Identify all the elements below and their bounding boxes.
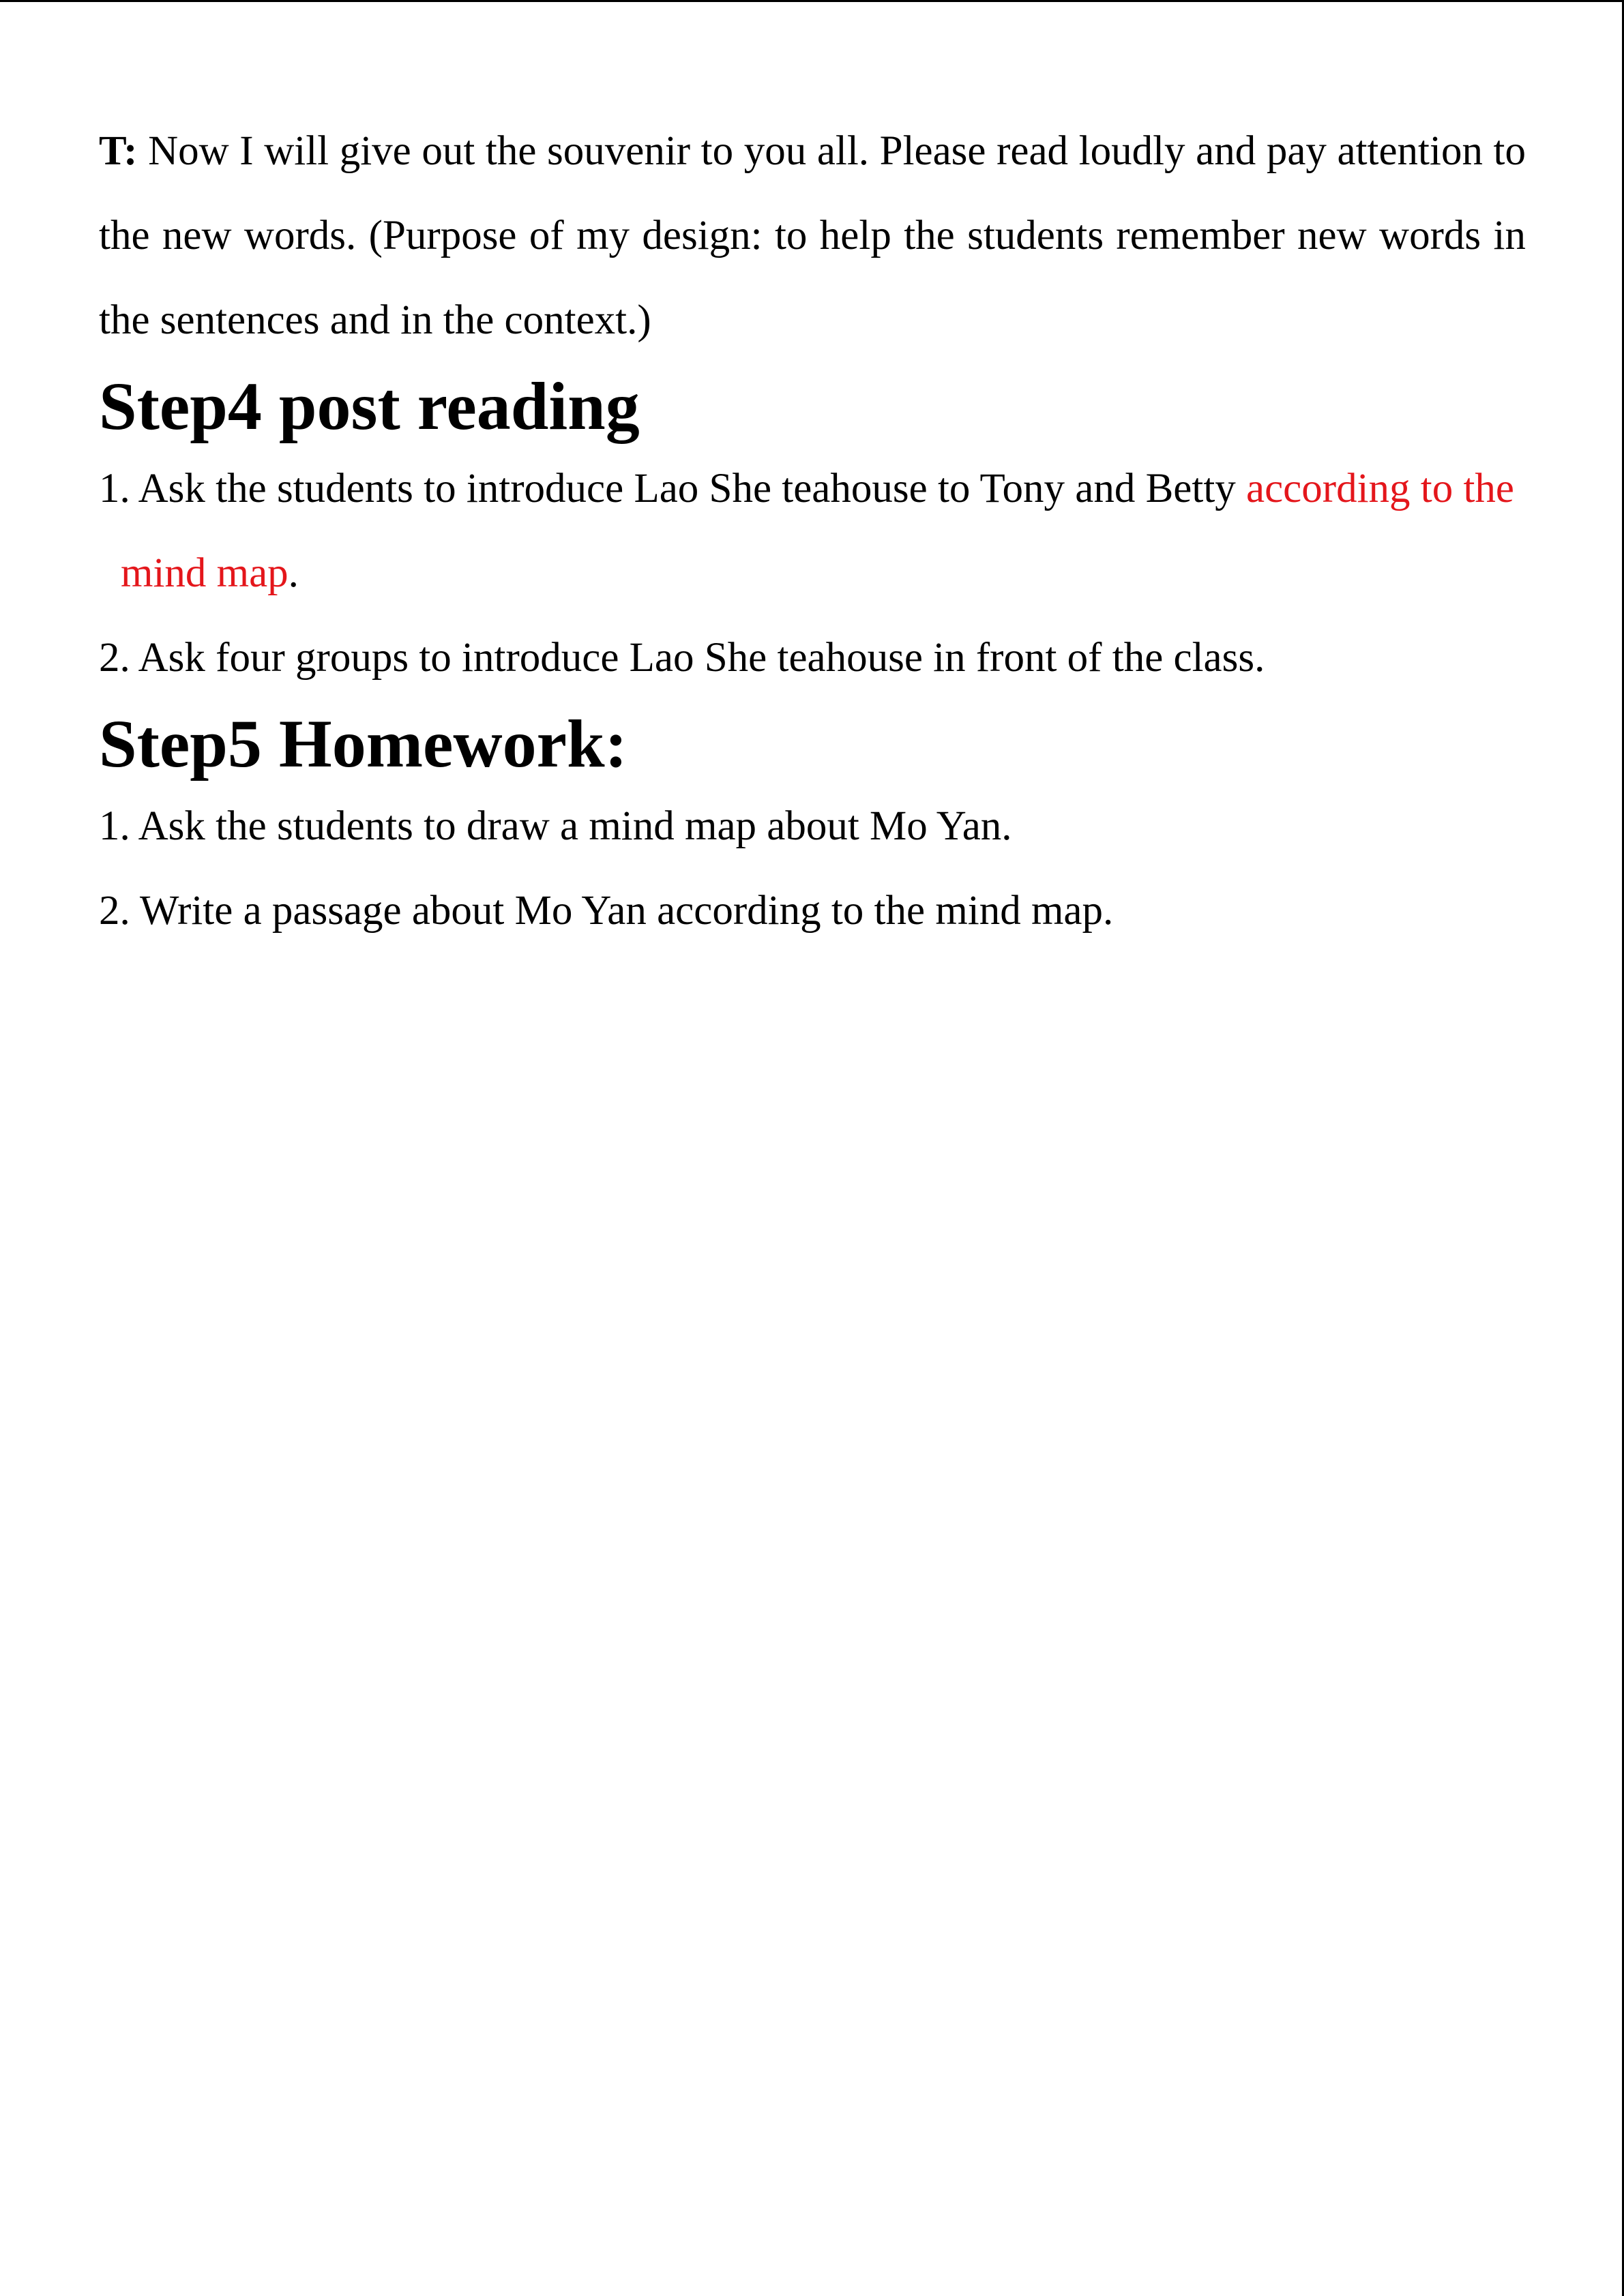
step5-heading: Step5 Homework: [99, 706, 628, 781]
step5-item-1: 1. Ask the students to draw a mind map about Mo Yan. [99, 803, 1012, 849]
step4-item-1-period: . [288, 550, 299, 596]
page-top-border [0, 0, 1624, 2]
document-body [99, 109, 1526, 953]
step4-item-1-text: 1. Ask the students to introduce Lao She teahouse to Tony and Betty [99, 466, 1247, 511]
step4-heading: Step4 post reading [99, 368, 640, 444]
step4-item-2: 2. Ask four groups to introduce Lao She teahouse in front of the class. [99, 635, 1265, 681]
teacher-instruction-text: Now I will give out the souvenir to you all. Please read loudly and pay attention to the new words. (Purpose of my design: to help the students remember new words in the sentences and in the context.) [99, 128, 1526, 343]
step5-item-2: 2. Write a passage about Mo Yan according to the mind map. [99, 888, 1114, 934]
speaker-label: T: [99, 128, 138, 174]
teacher-instruction-paragraph [99, 109, 1526, 363]
step4-item-1 [99, 447, 1526, 616]
step4-item-1-highlight: according to the mind map [121, 466, 1514, 596]
